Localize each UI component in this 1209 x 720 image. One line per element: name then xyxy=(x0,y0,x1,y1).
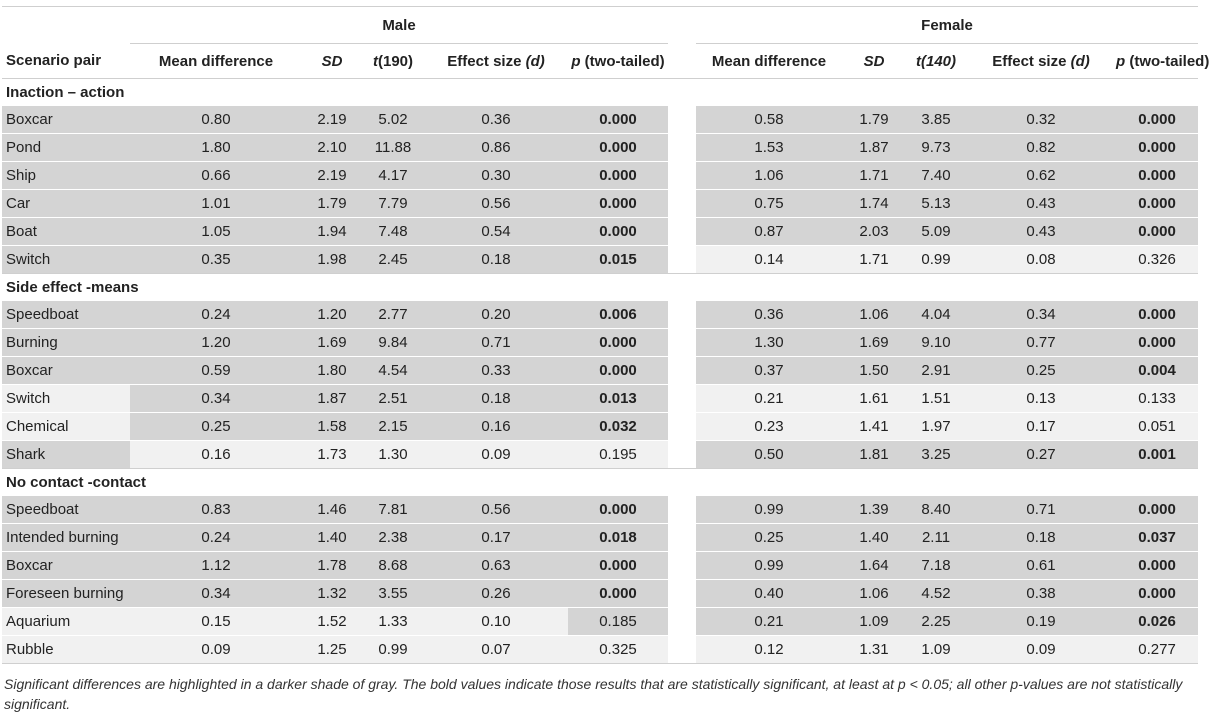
male-t-cell: 7.81 xyxy=(362,496,424,524)
male-effect-size-cell: 0.56 xyxy=(424,496,568,524)
male-effect-size-cell: 0.71 xyxy=(424,329,568,357)
gap-cell xyxy=(668,580,696,608)
female-p-cell: 0.133 xyxy=(1116,385,1198,413)
male-t-cell: 2.15 xyxy=(362,413,424,441)
female-effect-size-cell: 0.38 xyxy=(966,580,1116,608)
female-sd-cell: 1.09 xyxy=(842,608,906,636)
male-mean-difference-cell: 0.83 xyxy=(130,496,302,524)
male-mean-difference-cell: 0.24 xyxy=(130,524,302,552)
table-row xyxy=(2,134,1198,162)
gap-cell xyxy=(668,552,696,580)
group-header-row xyxy=(2,7,1198,44)
gap-cell xyxy=(668,162,696,190)
male-mean-difference-cell: 0.15 xyxy=(130,608,302,636)
male-sd-cell: 1.87 xyxy=(302,385,362,413)
col-female-mean-difference: Mean difference xyxy=(711,52,827,70)
col-scenario-pair: Scenario pair xyxy=(6,52,102,70)
row-label: Car xyxy=(2,190,130,218)
row-label: Switch xyxy=(2,246,130,274)
male-t-cell: 7.48 xyxy=(362,218,424,246)
male-effect-size-cell: 0.63 xyxy=(424,552,568,580)
table-row xyxy=(2,636,1198,664)
male-effect-size-cell: 0.33 xyxy=(424,357,568,385)
male-mean-difference-cell: 1.05 xyxy=(130,218,302,246)
col-female-effect-size xyxy=(966,44,1116,79)
male-t-cell: 4.17 xyxy=(362,162,424,190)
female-p-cell: 0.000 xyxy=(1116,580,1198,608)
male-effect-size-cell: 0.86 xyxy=(424,134,568,162)
table-row xyxy=(2,608,1198,636)
table-row xyxy=(2,441,1198,469)
female-mean-difference-cell: 0.36 xyxy=(696,301,842,329)
male-p-cell: 0.015 xyxy=(568,246,668,274)
col-male-p xyxy=(568,44,668,79)
table-row xyxy=(2,162,1198,190)
female-t-cell: 9.73 xyxy=(906,134,966,162)
male-effect-size-cell: 0.07 xyxy=(424,636,568,664)
female-sd-cell: 1.06 xyxy=(842,301,906,329)
section-title: No contact -contact xyxy=(2,469,1198,496)
female-p-cell: 0.051 xyxy=(1116,413,1198,441)
male-effect-size-cell: 0.18 xyxy=(424,246,568,274)
male-sd-cell: 1.46 xyxy=(302,496,362,524)
male-p-cell: 0.018 xyxy=(568,524,668,552)
table-row xyxy=(2,552,1198,580)
section-header-row xyxy=(2,469,1198,496)
female-mean-difference-cell: 0.37 xyxy=(696,357,842,385)
gap-cell xyxy=(668,496,696,524)
table-row xyxy=(2,218,1198,246)
col-male-t-df: (190) xyxy=(377,52,414,70)
col-female-effect-size-d: (d) xyxy=(1070,52,1090,70)
gap-cell xyxy=(668,524,696,552)
row-label: Chemical xyxy=(2,413,130,441)
col-female-p xyxy=(1116,44,1209,79)
male-p-cell: 0.000 xyxy=(568,162,668,190)
male-t-cell: 3.55 xyxy=(362,580,424,608)
female-p-cell: 0.326 xyxy=(1116,246,1198,274)
male-mean-difference-cell: 0.59 xyxy=(130,357,302,385)
table-body xyxy=(2,79,1198,664)
male-sd-cell: 2.19 xyxy=(302,162,362,190)
table-row xyxy=(2,524,1198,552)
row-label: Ship xyxy=(2,162,130,190)
col-female-t-label: t(140) xyxy=(915,52,956,70)
table-row xyxy=(2,496,1198,524)
male-t-cell: 2.45 xyxy=(362,246,424,274)
row-label: Speedboat xyxy=(2,496,130,524)
male-t-cell: 11.88 xyxy=(362,134,424,162)
female-t-cell: 5.13 xyxy=(906,190,966,218)
section-title: Inaction – action xyxy=(2,79,1198,106)
male-mean-difference-cell: 0.25 xyxy=(130,413,302,441)
male-effect-size-cell: 0.20 xyxy=(424,301,568,329)
female-p-cell: 0.000 xyxy=(1116,552,1198,580)
row-label: Speedboat xyxy=(2,301,130,329)
female-sd-cell: 2.03 xyxy=(842,218,906,246)
female-effect-size-cell: 0.43 xyxy=(966,190,1116,218)
row-label: Switch xyxy=(2,385,130,413)
female-sd-cell: 1.06 xyxy=(842,580,906,608)
female-sd-cell: 1.41 xyxy=(842,413,906,441)
results-table xyxy=(2,6,1209,664)
male-sd-cell: 1.20 xyxy=(302,301,362,329)
group-header-empty xyxy=(2,7,130,44)
female-sd-cell: 1.39 xyxy=(842,496,906,524)
table-row xyxy=(2,301,1198,329)
male-sd-cell: 1.79 xyxy=(302,190,362,218)
female-mean-difference-cell: 1.06 xyxy=(696,162,842,190)
table-row xyxy=(2,413,1198,441)
male-effect-size-cell: 0.16 xyxy=(424,413,568,441)
male-mean-difference-cell: 0.66 xyxy=(130,162,302,190)
female-effect-size-cell: 0.19 xyxy=(966,608,1116,636)
table-row xyxy=(2,357,1198,385)
male-t-cell: 8.68 xyxy=(362,552,424,580)
male-p-cell: 0.000 xyxy=(568,218,668,246)
female-t-cell: 2.25 xyxy=(906,608,966,636)
col-female-effect-size-base: Effect size xyxy=(992,52,1071,70)
col-male-t xyxy=(362,44,424,79)
male-mean-difference-cell: 0.34 xyxy=(130,385,302,413)
female-sd-cell: 1.50 xyxy=(842,357,906,385)
col-male-sd-label: SD xyxy=(321,52,343,70)
male-p-cell: 0.013 xyxy=(568,385,668,413)
group-header-gap xyxy=(668,7,696,44)
gap-cell xyxy=(668,357,696,385)
female-sd-cell: 1.64 xyxy=(842,552,906,580)
female-effect-size-cell: 0.61 xyxy=(966,552,1116,580)
male-t-cell: 0.99 xyxy=(362,636,424,664)
row-label: Foreseen burning xyxy=(2,580,130,608)
female-effect-size-cell: 0.71 xyxy=(966,496,1116,524)
row-label: Burning xyxy=(2,329,130,357)
col-male-effect-size xyxy=(424,44,568,79)
male-p-cell: 0.000 xyxy=(568,134,668,162)
female-mean-difference-cell: 0.99 xyxy=(696,552,842,580)
gap-cell xyxy=(668,134,696,162)
gap-cell xyxy=(668,385,696,413)
female-sd-cell: 1.79 xyxy=(842,106,906,134)
male-mean-difference-cell: 1.80 xyxy=(130,134,302,162)
male-mean-difference-cell: 0.16 xyxy=(130,441,302,469)
female-sd-cell: 1.61 xyxy=(842,385,906,413)
male-sd-cell: 1.32 xyxy=(302,580,362,608)
col-female-sd xyxy=(842,44,906,79)
female-t-cell: 0.99 xyxy=(906,246,966,274)
female-mean-difference-cell: 0.21 xyxy=(696,385,842,413)
female-mean-difference-cell: 1.53 xyxy=(696,134,842,162)
male-t-cell: 2.77 xyxy=(362,301,424,329)
male-effect-size-cell: 0.10 xyxy=(424,608,568,636)
male-effect-size-cell: 0.56 xyxy=(424,190,568,218)
female-t-cell: 3.85 xyxy=(906,106,966,134)
female-t-cell: 1.97 xyxy=(906,413,966,441)
table-row xyxy=(2,246,1198,274)
table-row xyxy=(2,329,1198,357)
female-t-cell: 3.25 xyxy=(906,441,966,469)
female-t-cell: 5.09 xyxy=(906,218,966,246)
female-t-cell: 9.10 xyxy=(906,329,966,357)
row-label: Pond xyxy=(2,134,130,162)
female-mean-difference-cell: 0.23 xyxy=(696,413,842,441)
male-mean-difference-cell: 0.35 xyxy=(130,246,302,274)
female-p-cell: 0.037 xyxy=(1116,524,1198,552)
gap-cell xyxy=(668,441,696,469)
table-row xyxy=(2,385,1198,413)
female-sd-cell: 1.69 xyxy=(842,329,906,357)
male-sd-cell: 1.73 xyxy=(302,441,362,469)
male-sd-cell: 1.25 xyxy=(302,636,362,664)
female-mean-difference-cell: 0.87 xyxy=(696,218,842,246)
row-label: Boat xyxy=(2,218,130,246)
col-female-p-base: p xyxy=(1116,52,1126,70)
gap-cell xyxy=(668,329,696,357)
male-p-cell: 0.000 xyxy=(568,329,668,357)
female-t-cell: 2.11 xyxy=(906,524,966,552)
male-t-cell: 9.84 xyxy=(362,329,424,357)
section-header-row xyxy=(2,79,1198,106)
male-mean-difference-cell: 1.12 xyxy=(130,552,302,580)
male-p-cell: 0.000 xyxy=(568,190,668,218)
female-effect-size-cell: 0.27 xyxy=(966,441,1116,469)
male-t-cell: 1.30 xyxy=(362,441,424,469)
female-t-cell: 1.51 xyxy=(906,385,966,413)
col-male-p-suffix: (two-tailed) xyxy=(580,52,665,70)
male-t-cell: 4.54 xyxy=(362,357,424,385)
female-effect-size-cell: 0.77 xyxy=(966,329,1116,357)
group-header-female: Female xyxy=(696,7,1198,44)
female-mean-difference-cell: 0.99 xyxy=(696,496,842,524)
female-p-cell: 0.000 xyxy=(1116,106,1198,134)
female-p-cell: 0.000 xyxy=(1116,134,1198,162)
male-effect-size-cell: 0.18 xyxy=(424,385,568,413)
gap-cell xyxy=(668,413,696,441)
table-row xyxy=(2,190,1198,218)
male-sd-cell: 1.40 xyxy=(302,524,362,552)
gap-cell xyxy=(668,636,696,664)
gap-cell xyxy=(668,106,696,134)
female-t-cell: 7.18 xyxy=(906,552,966,580)
female-p-cell: 0.000 xyxy=(1116,190,1198,218)
row-label: Aquarium xyxy=(2,608,130,636)
female-mean-difference-cell: 0.25 xyxy=(696,524,842,552)
col-female-t xyxy=(906,44,966,79)
col-male-p-base: p xyxy=(571,52,581,70)
col-gap xyxy=(668,44,696,79)
male-sd-cell: 1.94 xyxy=(302,218,362,246)
male-mean-difference-cell: 0.24 xyxy=(130,301,302,329)
male-mean-difference-cell: 0.09 xyxy=(130,636,302,664)
female-effect-size-cell: 0.82 xyxy=(966,134,1116,162)
female-mean-difference-cell: 1.30 xyxy=(696,329,842,357)
row-label: Intended burning xyxy=(2,524,130,552)
section-title: Side effect -means xyxy=(2,274,1198,301)
male-mean-difference-cell: 0.80 xyxy=(130,106,302,134)
male-p-cell: 0.006 xyxy=(568,301,668,329)
male-sd-cell: 1.78 xyxy=(302,552,362,580)
female-effect-size-cell: 0.43 xyxy=(966,218,1116,246)
female-t-cell: 2.91 xyxy=(906,357,966,385)
male-sd-cell: 1.80 xyxy=(302,357,362,385)
male-sd-cell: 1.52 xyxy=(302,608,362,636)
female-p-cell: 0.000 xyxy=(1116,218,1198,246)
male-p-cell: 0.325 xyxy=(568,636,668,664)
col-male-sd xyxy=(302,44,362,79)
female-effect-size-cell: 0.18 xyxy=(966,524,1116,552)
male-sd-cell: 2.19 xyxy=(302,106,362,134)
male-effect-size-cell: 0.09 xyxy=(424,441,568,469)
col-female-sd-label: SD xyxy=(863,52,885,70)
female-sd-cell: 1.74 xyxy=(842,190,906,218)
female-sd-cell: 1.31 xyxy=(842,636,906,664)
female-effect-size-cell: 0.32 xyxy=(966,106,1116,134)
female-p-cell: 0.000 xyxy=(1116,162,1198,190)
col-female-p-suffix: (two-tailed) xyxy=(1125,52,1209,70)
column-header-row xyxy=(2,44,1198,79)
row-label: Boxcar xyxy=(2,106,130,134)
row-label: Rubble xyxy=(2,636,130,664)
female-mean-difference-cell: 0.14 xyxy=(696,246,842,274)
col-male-mean-difference: Mean difference xyxy=(158,52,274,70)
male-mean-difference-cell: 0.34 xyxy=(130,580,302,608)
female-p-cell: 0.000 xyxy=(1116,301,1198,329)
female-t-cell: 8.40 xyxy=(906,496,966,524)
section-header-row xyxy=(2,274,1198,301)
female-effect-size-cell: 0.13 xyxy=(966,385,1116,413)
male-t-cell: 1.33 xyxy=(362,608,424,636)
male-effect-size-cell: 0.36 xyxy=(424,106,568,134)
female-p-cell: 0.001 xyxy=(1116,441,1198,469)
female-p-cell: 0.004 xyxy=(1116,357,1198,385)
female-mean-difference-cell: 0.75 xyxy=(696,190,842,218)
female-effect-size-cell: 0.17 xyxy=(966,413,1116,441)
table-row xyxy=(2,106,1198,134)
female-effect-size-cell: 0.25 xyxy=(966,357,1116,385)
female-t-cell: 4.04 xyxy=(906,301,966,329)
table-row xyxy=(2,580,1198,608)
female-sd-cell: 1.71 xyxy=(842,246,906,274)
male-p-cell: 0.000 xyxy=(568,580,668,608)
male-effect-size-cell: 0.17 xyxy=(424,524,568,552)
table-footnote: Significant differences are highlighted in a darker shade of gray. The bold values indicate those results that are statistically significant, at least at p < 0.05; all other p-values are not statistically significant. xyxy=(4,676,1183,712)
female-p-cell: 0.000 xyxy=(1116,329,1198,357)
female-mean-difference-cell: 0.21 xyxy=(696,608,842,636)
female-sd-cell: 1.87 xyxy=(842,134,906,162)
male-t-cell: 5.02 xyxy=(362,106,424,134)
male-p-cell: 0.000 xyxy=(568,357,668,385)
male-p-cell: 0.032 xyxy=(568,413,668,441)
group-header-male: Male xyxy=(130,7,668,44)
male-sd-cell: 1.98 xyxy=(302,246,362,274)
gap-cell xyxy=(668,246,696,274)
col-male-t-base: t xyxy=(372,52,378,70)
col-male-effect-size-base: Effect size xyxy=(447,52,526,70)
row-label: Boxcar xyxy=(2,357,130,385)
gap-cell xyxy=(668,301,696,329)
male-effect-size-cell: 0.30 xyxy=(424,162,568,190)
female-t-cell: 7.40 xyxy=(906,162,966,190)
male-effect-size-cell: 0.26 xyxy=(424,580,568,608)
male-p-cell: 0.000 xyxy=(568,106,668,134)
male-p-cell: 0.185 xyxy=(568,608,668,636)
gap-cell xyxy=(668,190,696,218)
female-t-cell: 1.09 xyxy=(906,636,966,664)
male-t-cell: 2.51 xyxy=(362,385,424,413)
female-sd-cell: 1.71 xyxy=(842,162,906,190)
gap-cell xyxy=(668,218,696,246)
female-p-cell: 0.026 xyxy=(1116,608,1198,636)
male-mean-difference-cell: 1.20 xyxy=(130,329,302,357)
male-t-cell: 2.38 xyxy=(362,524,424,552)
female-mean-difference-cell: 0.40 xyxy=(696,580,842,608)
male-effect-size-cell: 0.54 xyxy=(424,218,568,246)
female-p-cell: 0.277 xyxy=(1116,636,1198,664)
gap-cell xyxy=(668,608,696,636)
female-effect-size-cell: 0.62 xyxy=(966,162,1116,190)
female-sd-cell: 1.40 xyxy=(842,524,906,552)
female-p-cell: 0.000 xyxy=(1116,496,1198,524)
female-mean-difference-cell: 0.50 xyxy=(696,441,842,469)
male-mean-difference-cell: 1.01 xyxy=(130,190,302,218)
female-sd-cell: 1.81 xyxy=(842,441,906,469)
male-sd-cell: 1.58 xyxy=(302,413,362,441)
male-t-cell: 7.79 xyxy=(362,190,424,218)
female-t-cell: 4.52 xyxy=(906,580,966,608)
row-label: Shark xyxy=(2,441,130,469)
male-sd-cell: 1.69 xyxy=(302,329,362,357)
female-effect-size-cell: 0.09 xyxy=(966,636,1116,664)
male-p-cell: 0.000 xyxy=(568,552,668,580)
row-label: Boxcar xyxy=(2,552,130,580)
male-p-cell: 0.195 xyxy=(568,441,668,469)
col-male-effect-size-d: (d) xyxy=(525,52,545,70)
female-mean-difference-cell: 0.12 xyxy=(696,636,842,664)
male-sd-cell: 2.10 xyxy=(302,134,362,162)
female-effect-size-cell: 0.08 xyxy=(966,246,1116,274)
female-effect-size-cell: 0.34 xyxy=(966,301,1116,329)
female-mean-difference-cell: 0.58 xyxy=(696,106,842,134)
male-p-cell: 0.000 xyxy=(568,496,668,524)
